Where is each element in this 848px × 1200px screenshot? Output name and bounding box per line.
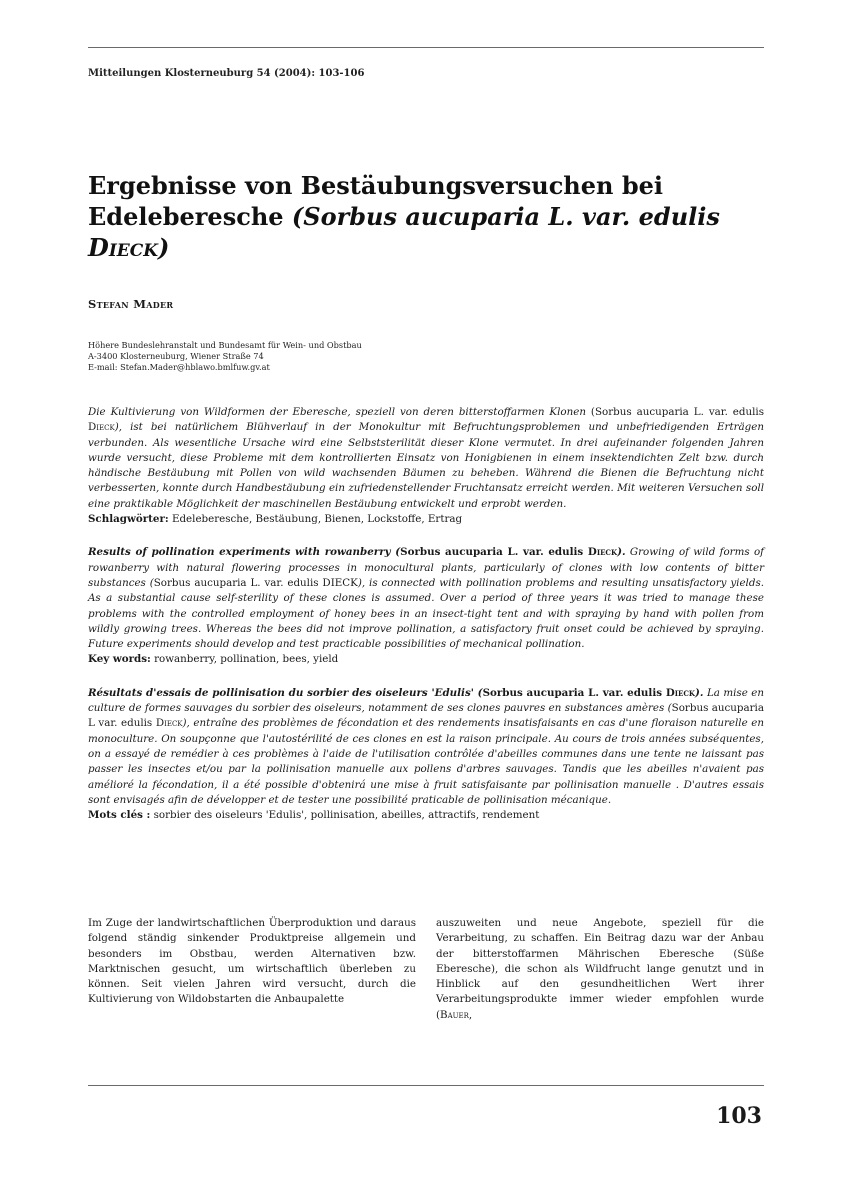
keywords-german: Schlagwörter: Edeleberesche, Bestäubung, Bienen, Lockstoffe, Ertrag (88, 513, 463, 526)
article-title (88, 170, 764, 263)
scientific-name: (Sorbus aucuparia L. var. edulis Dieck) (88, 202, 720, 262)
abstracts (88, 405, 764, 841)
citation-author: Bauer, (440, 1008, 473, 1021)
abstract-german: Die Kultivierung von Wildformen der Eberesche, speziell von deren bitterstoffarmen Klonen (Sorbus aucuparia L. var. edulis Dieck), ist bei natürlichem Blühverlauf in der Monokultur mit Befruchtungsproblemen und unbefriedigenden Erträgen verbunden. Als wesentliche Ursache wird eine Selbststerilität dieser Klone vermutet. In drei aufeinander folgenden Jahren wurde versucht, diese Probleme mit dem kontrollierten Einsatz von Honigbienen in einem insektendichten Zelt bzw. durch händische Bestäubung mit Pollen von wild wachsenden Bäumen zu beheben. Während die Bienen die Befruchtung nicht verbesserten, konnte durch Handbestäubung ein zufriedenstellender Fruchtansatz erreicht werden. Mit weiteren Versuchen soll eine praktikable Möglichkeit der maschinellen Bestäubung entwickelt und erprobt werden. (88, 406, 764, 510)
author-name: Stefan Mader (88, 297, 174, 311)
bottom-rule (88, 1085, 764, 1086)
title-line-1: Ergebnisse von Bestäubungsversuchen bei (88, 171, 663, 200)
keywords-french: Mots clés : sorbier des oiseleurs 'Edulis', pollinisation, abeilles, attractifs, rendement (88, 809, 540, 822)
author-email: E-mail: Stefan.Mader@hblawo.bmlfuw.gv.at (88, 362, 270, 372)
page-number: 103 (716, 1103, 762, 1129)
journal-citation: Mitteilungen Klosterneuburg 54 (2004): 103-106 (88, 68, 365, 79)
body-column-left: Im Zuge der landwirtschaftlichen Überproduktion und daraus folgend ständig sinkender Produktpreise allgemein und besonders im Obstbau, werden Alternativen bzw. Marktnischen gesucht, um wirtschaftlich überleben zu können. Seit vielen Jahren wird versucht, durch die Kultivierung von Wildobstarten die Anbaupalette (88, 917, 416, 1006)
title-line-2: Edeleberesche (Sorbus aucuparia L. var. edulis Dieck) (88, 202, 720, 262)
body-column-right: auszuweiten und neue Angebote, speziell für die Verarbeitung, zu schaffen. Ein Beitrag dazu war der Anbau der bitterstoffarmen Mährischen Eberesche (Süße Eberesche), die schon als Wildfrucht lange genutzt und in Hinblick auf den gesundheitlichen Wert ihrer Verarbeitungsprodukte immer wieder empfohlen wurde (Bauer, (436, 917, 764, 1021)
abstract-english: Results of pollination experiments with rowanberry (Sorbus aucuparia L. var. edulis Dieck). Growing of wild forms of rowanberry with natural flowering processes in monocultural plants, particularly of clones with low contents of bitter substances (Sorbus aucuparia L. var. edulis DIECK), is connected with pollination problems and resulting unsatisfactory yields. As a substantial cause self-sterility of these clones is assumed. Over a period of three years it was tried to manage these problems with the controlled employment of honey bees in an insect-tight tent and with spraying by hand with pollen from wildly growing trees. Whereas the bees did not improve pollination, a satisfactory fruit onset could be achieved by spraying. Future experiments should develop and test practicable possibilities of mechanical pollination. (88, 546, 764, 651)
body-text (88, 916, 764, 1023)
abstract-french: Résultats d'essais de pollinisation du sorbier des oiseleurs 'Edulis' (Sorbus aucuparia L. var. edulis Dieck). La mise en culture de formes sauvages du sorbier des oiseleurs, notamment de ses clones pauvres en substances amères (Sorbus aucuparia L var. edulis Dieck), entraîne des problèmes de fécondation et des rendements insatisfaisants en cas d'une floraison naturelle en monoculture. On soupçonne que l'autostérilité de ces clones en est la raison principale. Au cours de trois années subséquentes, on a essayé de remédier à ces problèmes à l'aide de l'utilisation contrôlée d'abeilles communes dans une tente ne laissant pas passer les insectes et/ou par la pollinisation manuelle aux pollens d'arbres sauvages. Tandis que les abeilles n'avaient pas amélioré la fécondation, il a été possible d'obtenirá une mise à fruit satisfaisante par pollinisation manuelle . D'autres essais sont envisagés afin de développer et de tester une possibilité praticable de pollinisation mécanique. (88, 686, 764, 806)
top-rule (88, 47, 764, 48)
affiliation: Höhere Bundeslehranstalt und Bundesamt für Wein- und Obstbau A-3400 Klosterneuburg, Wiener Straße 74 E-mail: Stefan.Mader@hblawo.bmlfuw.gv.at (88, 340, 362, 372)
keywords-english: Key words: rowanberry, pollination, bees, yield (88, 653, 339, 666)
